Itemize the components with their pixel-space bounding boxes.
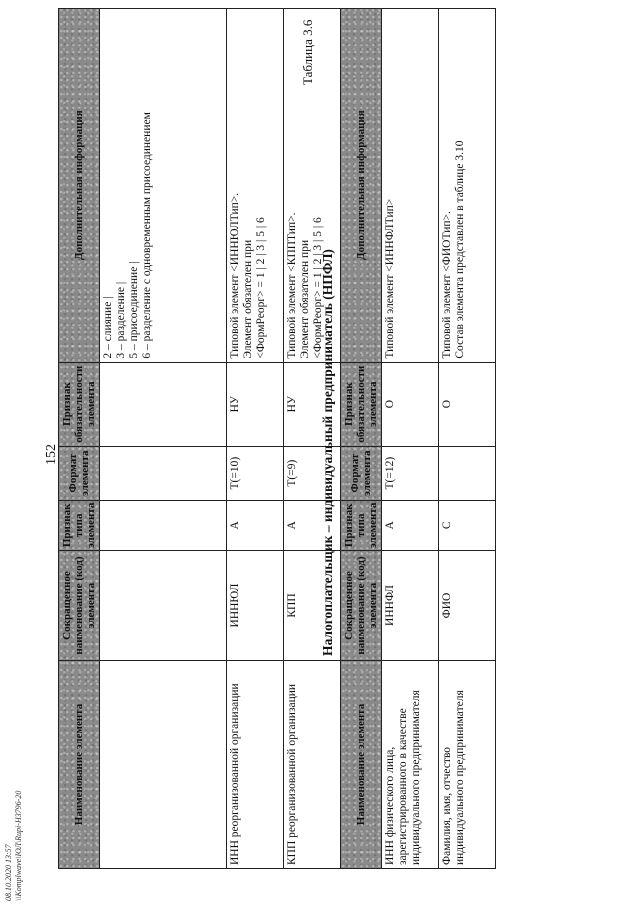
info-line: Элемент обязателен при	[299, 239, 311, 359]
col-header-code: Сокращенное наименование (код) элемента	[59, 551, 100, 661]
col-header-type: Признак типа элемента	[59, 500, 100, 550]
col-header-type: Признак типа элемента	[341, 500, 382, 550]
cell-type: А	[284, 500, 341, 550]
cell-name	[100, 661, 227, 869]
table-row	[439, 8, 496, 868]
col-header-required: Признак обязательности элемента	[59, 362, 100, 446]
cell-code: КПП	[284, 551, 341, 661]
cell-required: О	[439, 362, 496, 446]
info-line: 5 – присоединение |	[128, 261, 140, 359]
page-number: 152	[44, 444, 59, 465]
cell-type: А	[382, 500, 439, 550]
info-line: Типовой элемент <ФИОТип>.	[441, 211, 453, 359]
cell-info	[227, 8, 284, 362]
cell-type	[100, 500, 227, 550]
table-number-label: Таблица 3.6	[300, 19, 315, 85]
info-line: 2 – слияние |	[102, 296, 114, 359]
table-row	[227, 8, 284, 868]
cell-type: А	[227, 500, 284, 550]
info-line: Состав элемента представлен в таблице 3.10	[454, 140, 466, 359]
col-header-format: Формат элемента	[59, 446, 100, 500]
info-line: 6 – разделение с одновременным присоединением	[141, 112, 153, 359]
cell-required: НУ	[284, 362, 341, 446]
cell-type: С	[439, 500, 496, 550]
info-line: <ФормРеорг> = 1 | 2 | 3 | 5 | 6	[255, 217, 267, 359]
cell-format: T(=12)	[382, 446, 439, 500]
cell-code: ФИО	[439, 551, 496, 661]
table-row	[382, 8, 439, 868]
stamp-date: 08.10.2020 13:57	[4, 844, 13, 901]
col-header-info: Дополнительная информация	[59, 8, 100, 362]
table-header-row	[59, 8, 100, 868]
cell-info	[439, 8, 496, 362]
info-line: <ФормРеорг> = 1 | 2 | 3 | 5 | 6	[312, 217, 324, 359]
cell-name: ИНН физического лица, зарегистрированного в качестве индивидуального предпринимателя	[382, 661, 439, 869]
col-header-name: Наименование элемента	[341, 661, 382, 869]
cell-name: Фамилия, имя, отчество индивидуального предпринимателя	[439, 661, 496, 869]
cell-code	[100, 551, 227, 661]
col-header-info: Дополнительная информация	[341, 8, 382, 362]
stamp-path: \\Komplwave\ЮЛ\Rupi-НЗ796-20	[14, 790, 23, 901]
cell-code: ИННФЛ	[382, 551, 439, 661]
cell-format: T(=10)	[227, 446, 284, 500]
cell-format: T(=9)	[284, 446, 341, 500]
table-row	[100, 8, 227, 868]
cell-required: НУ	[227, 362, 284, 446]
cell-name: КПП реорганизованной организации	[284, 661, 341, 869]
cell-name: ИНН реорганизованной организации	[227, 661, 284, 869]
cell-format	[100, 446, 227, 500]
cell-code: ИННЮЛ	[227, 551, 284, 661]
info-line: Типовой элемент <КППТип>.	[286, 212, 298, 359]
col-header-code: Сокращенное наименование (код) элемента	[341, 551, 382, 661]
cell-required: О	[382, 362, 439, 446]
table-header-row	[341, 8, 382, 868]
cell-required	[100, 362, 227, 446]
col-header-format: Формат элемента	[341, 446, 382, 500]
print-stamp	[4, 791, 24, 901]
col-header-name: Наименование элемента	[59, 661, 100, 869]
cell-info	[382, 8, 439, 362]
table-title: Налогоплательщик – индивидуальный предприниматель (НПФЛ)	[320, 249, 335, 656]
col-header-required: Признак обязательности элемента	[341, 362, 382, 446]
table-continuation	[58, 8, 341, 869]
table-3-6	[340, 8, 496, 869]
info-line: Типовой элемент <ИННФЛТип>	[384, 198, 396, 359]
info-line: 3 – разделение |	[115, 281, 127, 359]
cell-info	[100, 8, 227, 362]
info-line: Типовой элемент <ИННЮЛТип>.	[229, 192, 241, 359]
cell-format	[439, 446, 496, 500]
info-line: Элемент обязателен при	[242, 239, 254, 359]
